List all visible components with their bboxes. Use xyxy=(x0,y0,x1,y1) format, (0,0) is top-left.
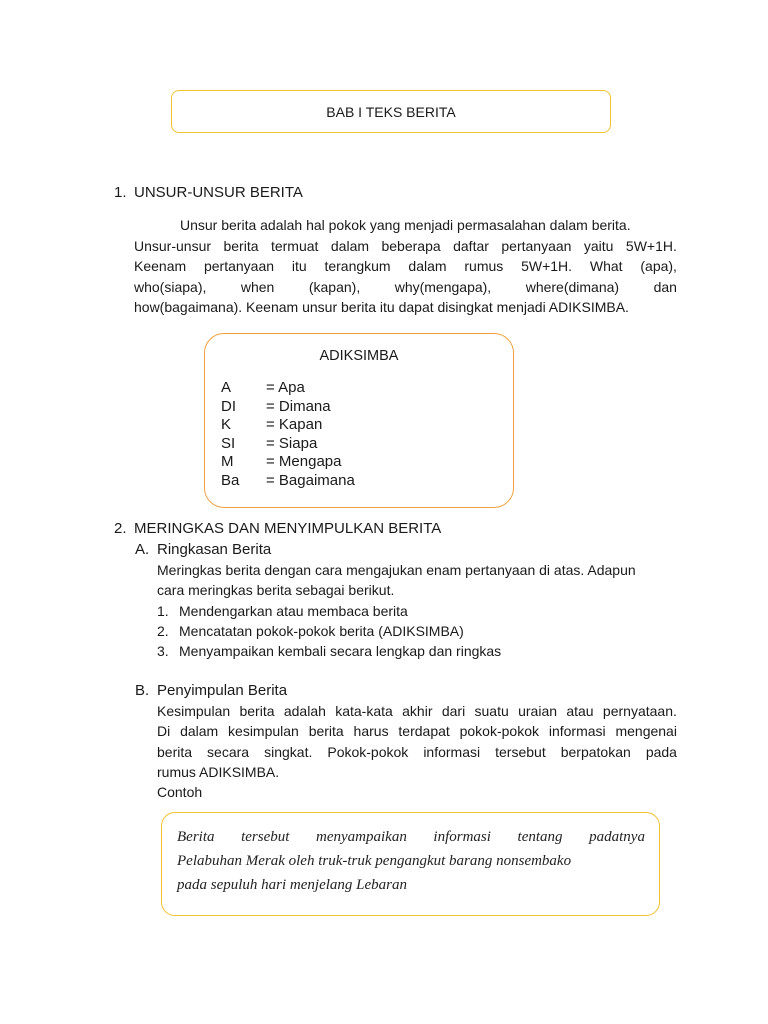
list-text: Menyampaikan kembali secara lengkap dan ringkas xyxy=(179,643,502,660)
word: padatnya xyxy=(589,829,645,845)
adiksimba-row xyxy=(221,435,355,454)
word: itu xyxy=(291,258,307,274)
list-number: 3. xyxy=(157,643,169,660)
para-line xyxy=(134,256,677,277)
word: terangkum xyxy=(324,258,391,274)
word: 5W+1H. xyxy=(521,258,573,274)
word: informasi xyxy=(423,743,481,760)
word: atau xyxy=(566,703,594,719)
body-text: rumus ADIKSIMBA. xyxy=(157,763,280,780)
word: pokok-pokok xyxy=(459,723,539,740)
word: (apa), xyxy=(640,258,677,274)
word: dan xyxy=(653,278,677,295)
subsection-b-title: Penyimpulan Berita xyxy=(157,682,288,699)
word: Unsur-unsur xyxy=(134,237,212,254)
section-1-paragraph xyxy=(134,215,677,318)
word: berpatokan xyxy=(560,743,631,760)
word: harus xyxy=(353,723,389,740)
word: Berita xyxy=(177,829,215,845)
word: berita xyxy=(223,237,259,254)
word: adalah xyxy=(283,703,326,719)
para-text: how(bagaimana). Keenam unsur berita itu dapat disingkat menjadi ADIKSIMBA. xyxy=(134,299,629,315)
subsection-a-heading xyxy=(135,541,271,558)
adiksimba-list xyxy=(221,379,355,491)
word: tersebut xyxy=(495,743,546,760)
adiksimba-row xyxy=(221,416,355,435)
body-line xyxy=(157,580,677,600)
word: when xyxy=(240,278,275,295)
word: dalam xyxy=(408,258,447,274)
body-line xyxy=(157,742,677,762)
word: berita xyxy=(308,723,344,740)
word: pertanyaan xyxy=(501,237,572,254)
subsection-b-heading xyxy=(135,682,287,699)
example-text: pada sepuluh hari menjelang Lebaran xyxy=(177,877,407,893)
word: where(dimana) xyxy=(525,278,620,295)
adiksimba-row xyxy=(221,398,355,417)
adiksimba-title: ADIKSIMBA xyxy=(319,348,399,364)
word: uraian xyxy=(518,703,558,719)
subsection-a-body xyxy=(157,560,677,661)
word: secara xyxy=(207,743,250,760)
example-text: Pelabuhan Merak oleh truk-truk pengangkut barang nonsembako xyxy=(177,853,572,869)
adiksimba-abbr: K xyxy=(221,416,232,434)
adiksimba-meaning: = Dimana xyxy=(266,397,331,415)
word: suatu xyxy=(474,703,509,719)
body-text: cara meringkas berita sebagai berikut. xyxy=(157,582,395,599)
word: pernyataan. xyxy=(602,703,677,719)
word: why(mengapa), xyxy=(394,278,492,295)
adiksimba-abbr: DI xyxy=(221,397,236,415)
word: informasi xyxy=(433,829,491,845)
subsection-a-title: Ringkasan Berita xyxy=(157,541,272,558)
word: mengenai xyxy=(615,723,677,740)
para-text: Unsur berita adalah hal pokok yang menjadi permasalahan dalam berita. xyxy=(180,217,631,233)
word: informasi xyxy=(548,723,606,740)
word: akhir xyxy=(402,703,433,719)
word: dari xyxy=(441,703,466,719)
list-text: Mencatatan pokok-pokok berita (ADIKSIMBA) xyxy=(179,622,464,639)
list-text: Mendengarkan atau membaca berita xyxy=(179,602,408,619)
example-box xyxy=(161,812,660,916)
word: pada xyxy=(645,743,677,760)
subsection-b-letter: B. xyxy=(135,682,150,699)
adiksimba-meaning: = Mengapa xyxy=(266,453,342,471)
word: berita xyxy=(157,743,193,760)
adiksimba-row xyxy=(221,472,355,491)
word: tersebut xyxy=(241,829,290,845)
section-2-number: 2. xyxy=(114,520,127,537)
word: 5W+1H. xyxy=(625,237,677,254)
body-line xyxy=(157,721,677,741)
adiksimba-abbr: A xyxy=(221,379,232,396)
section-1-number: 1. xyxy=(114,184,127,201)
subsection-a-letter: A. xyxy=(135,541,150,558)
word: Kesimpulan xyxy=(157,703,231,719)
body-text: Meringkas berita dengan cara mengajukan enam pertanyaan di atas. Adapun xyxy=(157,562,636,578)
word: daftar xyxy=(453,237,489,254)
chapter-title-box xyxy=(171,90,611,133)
example-line xyxy=(177,873,645,897)
adiksimba-abbr: Ba xyxy=(221,471,240,489)
list-number: 1. xyxy=(157,602,169,619)
para-line xyxy=(134,297,677,318)
section-2-heading xyxy=(114,520,441,537)
body-line xyxy=(157,762,677,782)
word: (kapan), xyxy=(308,278,361,295)
word: termuat xyxy=(270,237,319,254)
adiksimba-abbr: M xyxy=(221,453,234,471)
word: dalam xyxy=(330,237,370,254)
body-line xyxy=(157,701,677,721)
word: kesimpulan xyxy=(228,723,299,740)
word: Di xyxy=(157,723,171,740)
section-2-title: MERINGKAS DAN MENYIMPULKAN BERITA xyxy=(134,520,442,537)
word: Keenam xyxy=(134,258,187,274)
para-line xyxy=(134,277,677,298)
adiksimba-abbr: SI xyxy=(221,434,236,452)
word: menyampaikan xyxy=(316,829,407,845)
word: dalam xyxy=(180,723,219,740)
word: Pokok-pokok xyxy=(327,743,409,760)
adiksimba-meaning: = Siapa xyxy=(266,434,318,452)
adiksimba-row xyxy=(221,453,355,472)
list-item xyxy=(157,621,677,641)
chapter-title: BAB I TEKS BERITA xyxy=(326,103,456,120)
adiksimba-meaning: = Kapan xyxy=(266,416,323,434)
adiksimba-row xyxy=(221,379,355,398)
word: rumus xyxy=(464,258,504,274)
word: who(siapa), xyxy=(134,278,207,295)
adiksimba-box xyxy=(204,333,514,508)
para-line xyxy=(134,215,677,236)
list-item xyxy=(157,641,677,661)
body-line xyxy=(157,560,677,580)
word: What xyxy=(589,258,623,274)
word: berita xyxy=(239,703,275,719)
adiksimba-meaning: = Bagaimana xyxy=(266,471,355,489)
subsection-b-body xyxy=(157,701,677,802)
adiksimba-meaning: = Apa xyxy=(266,379,305,396)
list-item xyxy=(157,601,677,621)
word: yaitu xyxy=(583,237,614,254)
word: beberapa xyxy=(381,237,441,254)
word: terdapat xyxy=(398,723,450,740)
word: pertanyaan xyxy=(203,258,275,274)
word: kata-kata xyxy=(335,703,393,719)
section-1-heading xyxy=(114,184,303,201)
contoh-label: Contoh xyxy=(157,784,203,801)
list-number: 2. xyxy=(157,622,169,639)
section-1-title: UNSUR-UNSUR BERITA xyxy=(134,184,303,201)
example-line xyxy=(177,849,645,873)
para-line xyxy=(134,236,677,257)
example-line xyxy=(177,825,645,849)
word: singkat. xyxy=(264,743,313,760)
word: tentang xyxy=(517,829,563,845)
